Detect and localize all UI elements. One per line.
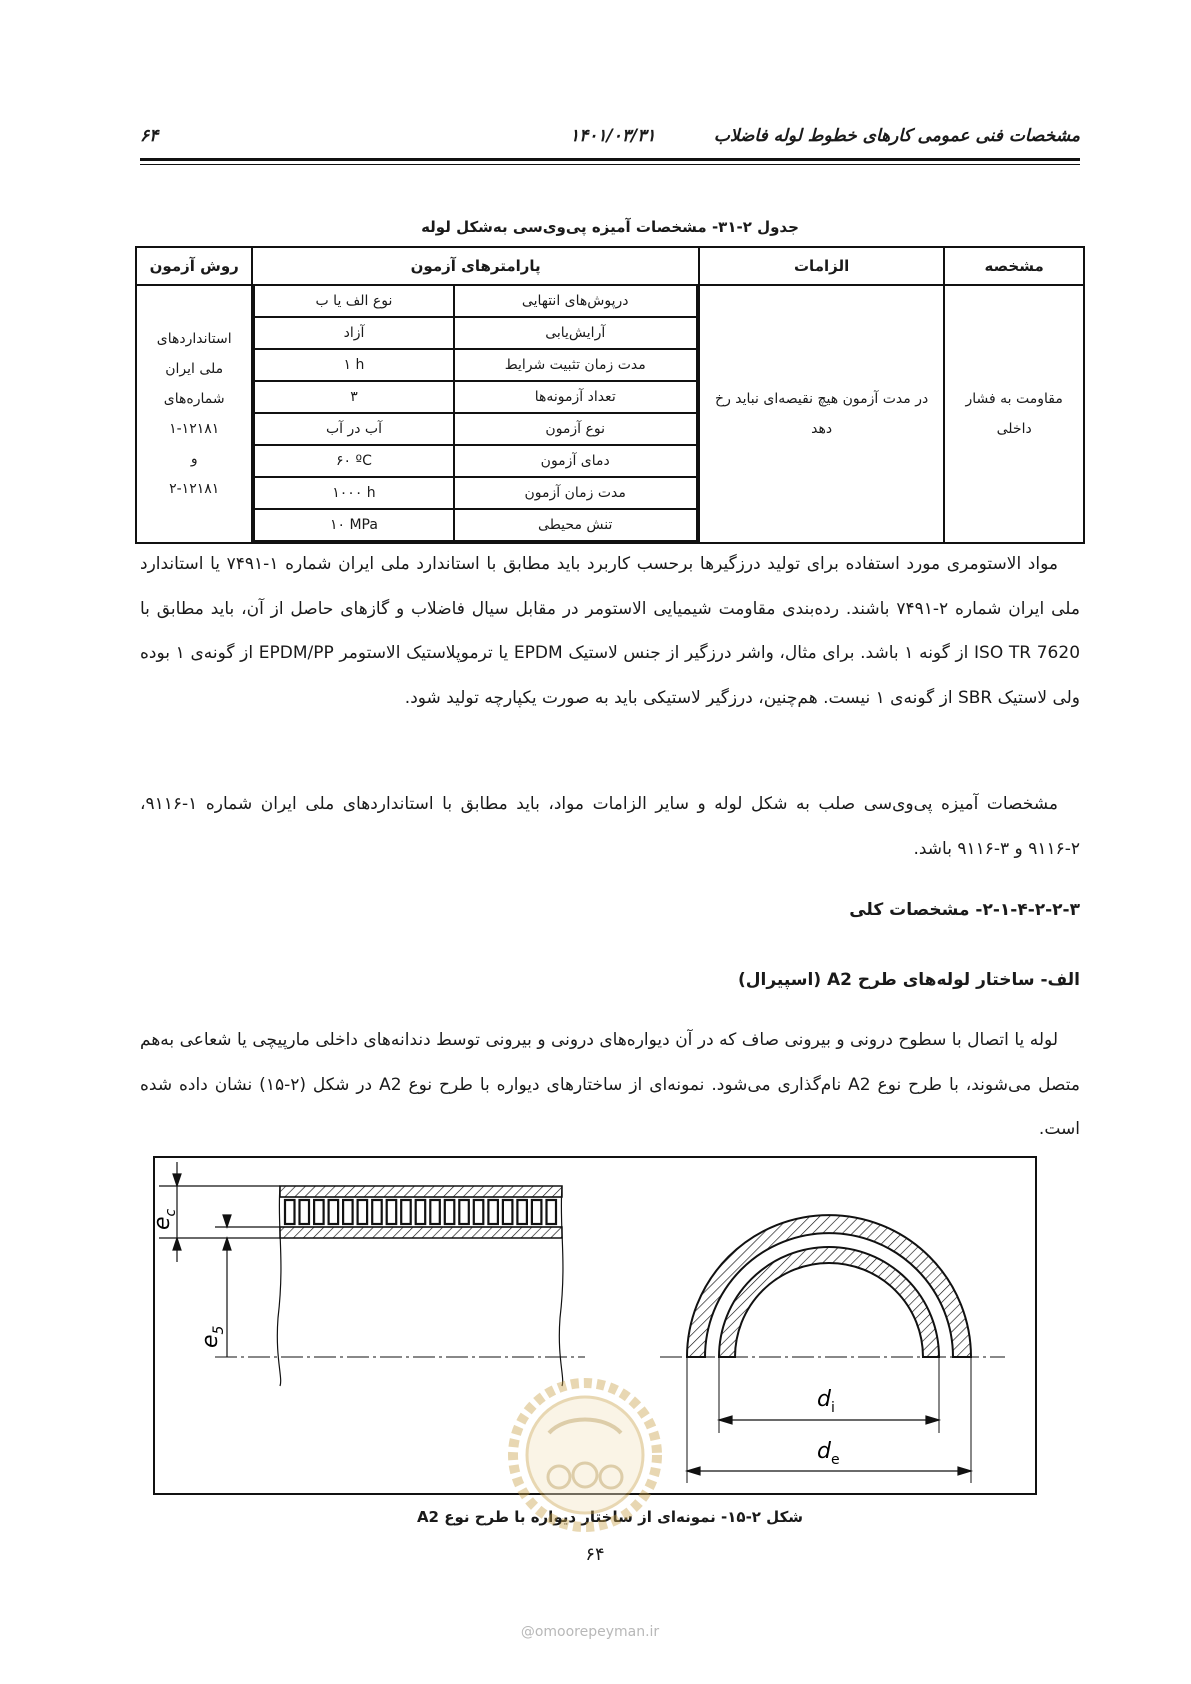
paragraph-a2-structure [140,1018,1080,1152]
wall-cell [547,1200,557,1224]
dimension-es [215,1215,280,1357]
wall-cell [517,1200,527,1224]
wall-cell [401,1200,411,1224]
wall-cell [488,1200,498,1224]
wall-cell [314,1200,324,1224]
param-row [254,477,696,509]
table-row [136,285,1084,543]
figure-caption: شکل ۲-۱۵- نمونه‌ای از ساختار دیواره با طرح نوع A2 [416,1508,804,1526]
param-row [254,286,696,317]
param-row [254,349,696,381]
param-value: ۳ [254,381,453,413]
param-value: آزاد [254,317,453,349]
param-value: آب در آب [254,413,453,445]
method-line: ملی ایران [165,361,224,377]
cell-property: مقاومت به فشار داخلی [944,285,1084,543]
spec-table [135,246,1085,544]
method-line: شماره‌های [163,391,225,407]
param-row [254,317,696,349]
table-caption: جدول ۲-۳۱- مشخصات آمیزه پی‌وی‌سی به‌شکل لوله [421,218,799,236]
cell-requirement: در مدت آزمون هیچ نقیصه‌ای نباید رخ دهد [699,285,944,543]
page-number: ۶۴ [585,1544,605,1565]
header-requirements: الزامات [699,247,944,285]
label-de: $d_e$ [817,1439,840,1468]
dimension-de [687,1467,971,1475]
paragraph-elastomer [140,542,1080,720]
header-parameters: پارامترهای آزمون [252,247,698,285]
header-property: مشخصه [944,247,1084,285]
param-row [254,413,696,445]
param-row [254,445,696,477]
method-line: استانداردهای [156,331,232,347]
wall-cell [532,1200,542,1224]
wall-cell [445,1200,455,1224]
param-row [254,509,696,541]
param-value: ۱۰۰۰ h [254,477,453,509]
paragraph-pvc-compound [140,782,1080,871]
method-line: ۲-۱۲۱۸۱ [169,481,220,497]
wall-cell [343,1200,353,1224]
dimension-di [719,1416,939,1424]
method-line: و [190,451,198,467]
label-es: $e_5$ [198,1325,227,1348]
param-name: دمای آزمون [454,445,697,477]
parameters-subtable [253,286,697,542]
param-row [254,381,696,413]
method-line: ۱-۱۲۱۸۱ [169,421,220,437]
pipe-cross-section [660,1215,1005,1483]
header-method: روش آزمون [136,247,252,285]
cell-method [136,285,252,543]
cell-parameters [252,285,698,543]
header-rule-thick [140,158,1080,161]
param-name: مدت زمان تثبیت شرایط [454,349,697,381]
paragraph-text: مواد الاستومری مورد استفاده برای تولید درزگیرها برحسب کاربرد باید مطابق با استاندارد ملی ایران شماره ۱-۷۴۹۱ یا استاندارد ملی ایران شماره ۲-۷۴۹۱ باشند. رده‌بندی مقاومت شیمیایی الاستومر در مقابل سیال فاضلاب و گازهای حاصل از آن، باید مطابق با ISO TR 7620 از گونه ۱ باشد. برای مثال، واشر درزگیر از جنس لاستیک EPDM یا ترموپلاستیک الاستومر EPDM/PP از گونه‌ی ۱ بوده ولی لاستیک SBR از گونه‌ی ۱ نیست. هم‌چنین، درزگیر لاستیکی باید به صورت یکپارچه تولید شود. [140,554,1081,708]
param-name: نوع آزمون [454,413,697,445]
wall-cell [387,1200,397,1224]
section-heading: ۲-۱-۴-۲-۲-۳- مشخصات کلی [849,900,1080,920]
param-value: ۶۰ ºC [254,445,453,477]
wall-cell [329,1200,339,1224]
watermark-site: @omoorepeyman.ir [520,1624,660,1640]
param-value: ۱۰ MPa [254,509,453,541]
param-name: مدت زمان آزمون [454,477,697,509]
label-di: $d_i$ [817,1387,835,1416]
paragraph-text: مشخصات آمیزه پی‌وی‌سی صلب به شکل لوله و سایر الزامات مواد، باید مطابق با استانداردهای ملی ایران شماره ۱-۹۱۱۶، ۲-۹۱۱۶ و ۳-۹۱۱۶ باشد. [140,794,1080,859]
sub-heading: الف- ساختار لوله‌های طرح A2 (اسپیرال) [737,970,1080,990]
wall-cell [474,1200,484,1224]
page-header [140,126,1080,152]
wall-cell [430,1200,440,1224]
wall-cell [285,1200,295,1224]
header-page-number: ۶۴ [140,126,159,146]
watermark-logo [505,1355,665,1555]
header-date: ۱۴۰۱/۰۳/۳۱ [570,126,656,146]
wall-cell [416,1200,426,1224]
wall-cell [503,1200,513,1224]
header-title: مشخصات فنی عمومی کارهای خطوط لوله فاضلاب [713,126,1080,146]
param-name: درپوش‌های انتهایی [454,286,697,317]
param-name: تعداد آزمونه‌ها [454,381,697,413]
wall-cell [358,1200,368,1224]
wall-cell [459,1200,469,1224]
wall-cell [372,1200,382,1224]
param-value: نوع الف یا ب [254,286,453,317]
label-ec: $e_c$ [150,1208,179,1230]
wall-cell [300,1200,310,1224]
param-value: ۱ h [254,349,453,381]
param-name: تنش محیطی [454,509,697,541]
table-header-row [136,247,1084,285]
paragraph-text: لوله یا اتصال با سطوح درونی و بیرونی صاف که در آن دیواره‌های درونی و بیرونی توسط دندانه‌های داخلی مارپیچی یا شعاعی به‌هم متصل می‌شوند، با طرح نوع A2 نام‌گذاری می‌شود. نمونه‌ای از ساختارهای دیواره با طرح نوع A2 در شکل (۲-۱۵) نشان داده شده است. [140,1030,1080,1139]
header-rule-thin [140,164,1080,165]
param-name: آرایش‌یابی [454,317,697,349]
